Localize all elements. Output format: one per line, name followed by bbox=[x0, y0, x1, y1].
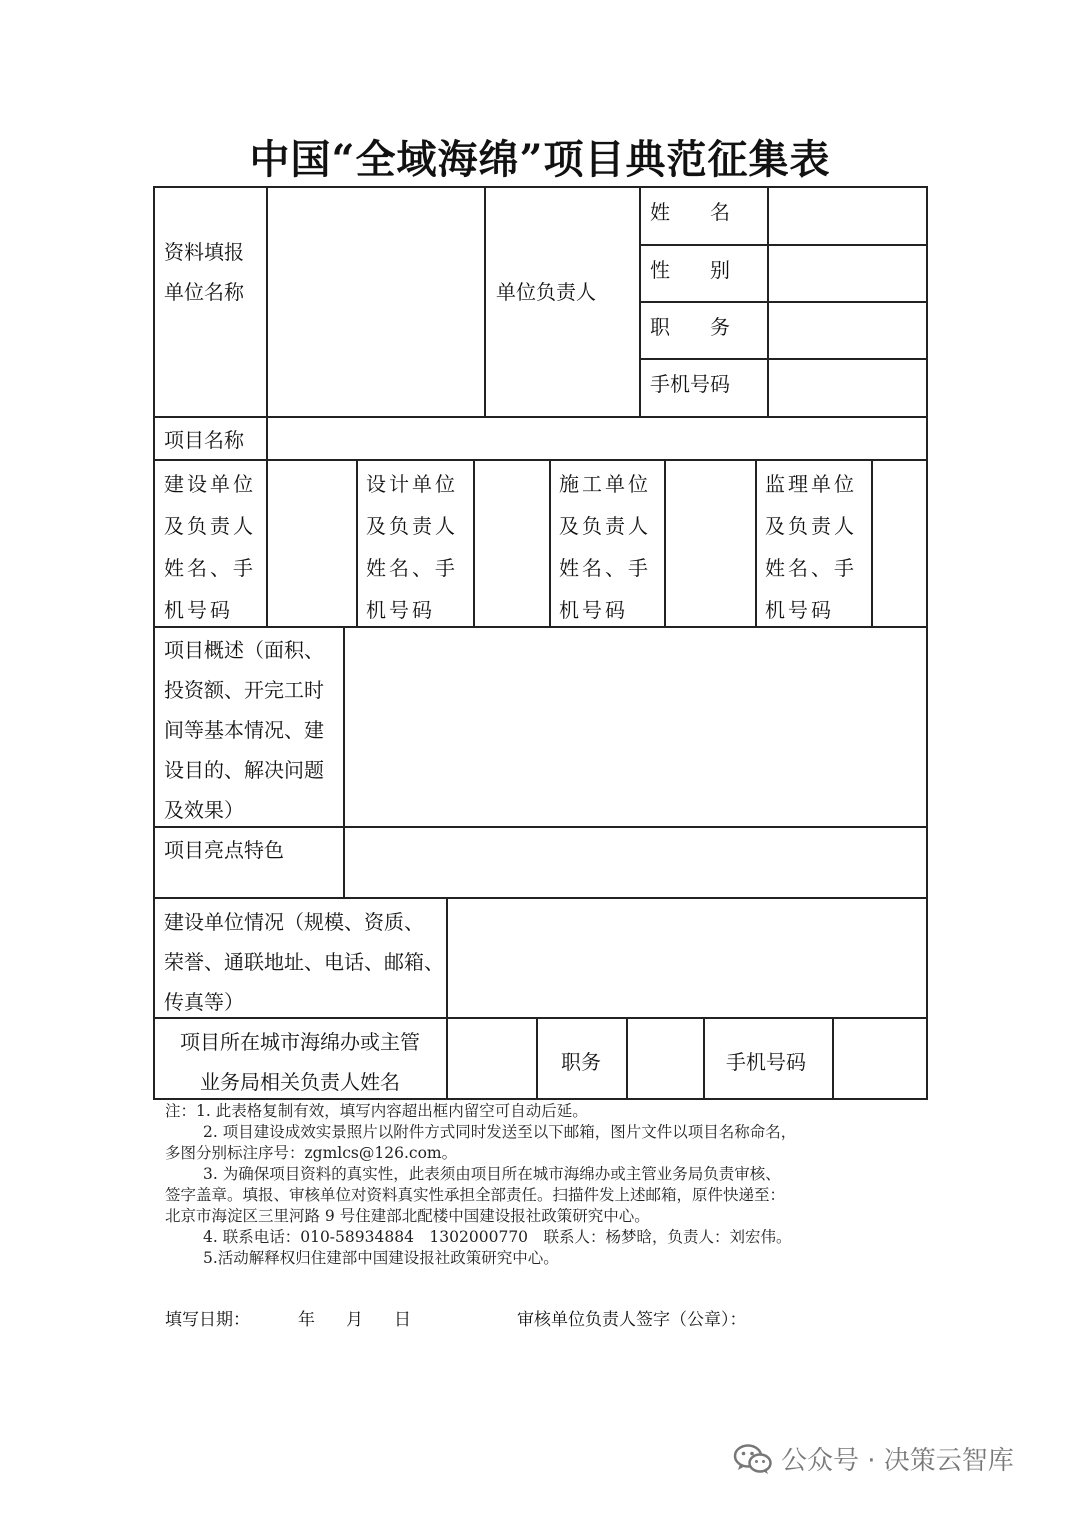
wechat-icon bbox=[733, 1443, 773, 1475]
position-field[interactable] bbox=[628, 1019, 702, 1098]
position-label: 职务 bbox=[561, 1050, 601, 1074]
date-day[interactable]: 日 bbox=[394, 1310, 411, 1330]
unit-name-label: 资料填报 单位名称 bbox=[164, 240, 244, 304]
watermark bbox=[733, 1440, 1014, 1477]
date-month[interactable]: 月 bbox=[346, 1310, 363, 1330]
signature-label: 审核单位负责人签字（公章）： bbox=[517, 1310, 747, 1330]
divider bbox=[484, 186, 486, 417]
person-phone-label: 手机号码 bbox=[650, 372, 730, 396]
note-line: 2. 项目建设成效实景照片以附件方式同时发送至以下邮箱，图片文件以项目名称命名， bbox=[203, 1123, 797, 1141]
person-title-field[interactable] bbox=[769, 303, 926, 357]
unit-head-label: 单位负责人 bbox=[496, 280, 596, 304]
builder-info-field[interactable] bbox=[448, 899, 926, 1016]
note-line: 北京市海淀区三里河路 9 号住建部北配楼中国建设报社政策研究中心。 bbox=[165, 1207, 650, 1225]
note-line: 签字盖章。填报、审核单位对资料真实性承担全部责任。扫描件发上述邮箱，原件快递至： bbox=[165, 1186, 786, 1204]
city-official-name-field[interactable] bbox=[448, 1019, 535, 1098]
highlights-field[interactable] bbox=[345, 828, 926, 896]
date-label: 填写日期： bbox=[165, 1310, 250, 1330]
person-name-field[interactable] bbox=[769, 188, 926, 243]
phone-field[interactable] bbox=[834, 1019, 926, 1098]
designer-party-label: 设计单位 及负责人 姓名、手 机号码 bbox=[366, 472, 458, 622]
note-line: 4. 联系电话：010-58934884 1302000770 联系人：杨梦晗，负责人：刘宏伟。 bbox=[203, 1228, 792, 1246]
divider bbox=[356, 460, 358, 627]
person-name-label: 姓 名 bbox=[650, 200, 730, 224]
notes bbox=[165, 1101, 935, 1269]
project-name-field[interactable] bbox=[268, 418, 926, 458]
note-line: 注：1. 此表格复制有效，填写内容超出框内留空可自动后延。 bbox=[165, 1102, 588, 1120]
supervisor-party-field[interactable] bbox=[873, 461, 926, 625]
note-line: 5.活动解释权归住建部中国建设报社政策研究中心。 bbox=[203, 1249, 559, 1267]
person-gender-field[interactable] bbox=[769, 246, 926, 300]
phone-label: 手机号码 bbox=[726, 1050, 806, 1074]
note-line: 3. 为确保项目资料的真实性，此表须由项目所在城市海绵办或主管业务局负责审核、 bbox=[203, 1165, 781, 1183]
overview-field[interactable] bbox=[345, 628, 926, 825]
divider bbox=[536, 1018, 538, 1100]
note-line: 多图分别标注序号：zgmlcs@126.com。 bbox=[165, 1144, 458, 1162]
contractor-party-field[interactable] bbox=[666, 461, 754, 625]
divider bbox=[703, 1018, 705, 1100]
divider bbox=[755, 460, 757, 627]
watermark-text: 公众号 · 决策云智库 bbox=[781, 1446, 1014, 1476]
date-year[interactable]: 年 bbox=[298, 1310, 315, 1330]
designer-party-field[interactable] bbox=[475, 461, 548, 625]
builder-party-field[interactable] bbox=[268, 461, 355, 625]
project-name-label: 项目名称 bbox=[164, 428, 244, 452]
highlights-label: 项目亮点特色 bbox=[164, 838, 284, 862]
divider bbox=[639, 186, 641, 417]
builder-party-label: 建设单位 及负责人 姓名、手 机号码 bbox=[164, 472, 256, 622]
form-title: 中国“全域海绵”项目典范征集表 bbox=[249, 136, 831, 183]
builder-info-label: 建设单位情况（规模、资质、 荣誉、通联地址、电话、邮箱、 传真等） bbox=[164, 910, 444, 1014]
divider bbox=[549, 460, 551, 627]
overview-label: 项目概述（面积、 投资额、开完工时 间等基本情况、建 设目的、解决问题 及效果） bbox=[164, 638, 324, 822]
contractor-party-label: 施工单位 及负责人 姓名、手 机号码 bbox=[559, 472, 651, 622]
city-official-label: 项目所在城市海绵办或主管 业务局相关负责人姓名 bbox=[180, 1030, 420, 1094]
person-gender-label: 性 别 bbox=[650, 258, 730, 282]
person-title-label: 职 务 bbox=[650, 315, 730, 339]
unit-name-field[interactable] bbox=[268, 188, 483, 416]
supervisor-party-label: 监理单位 及负责人 姓名、手 机号码 bbox=[765, 472, 857, 622]
person-phone-field[interactable] bbox=[769, 360, 926, 415]
